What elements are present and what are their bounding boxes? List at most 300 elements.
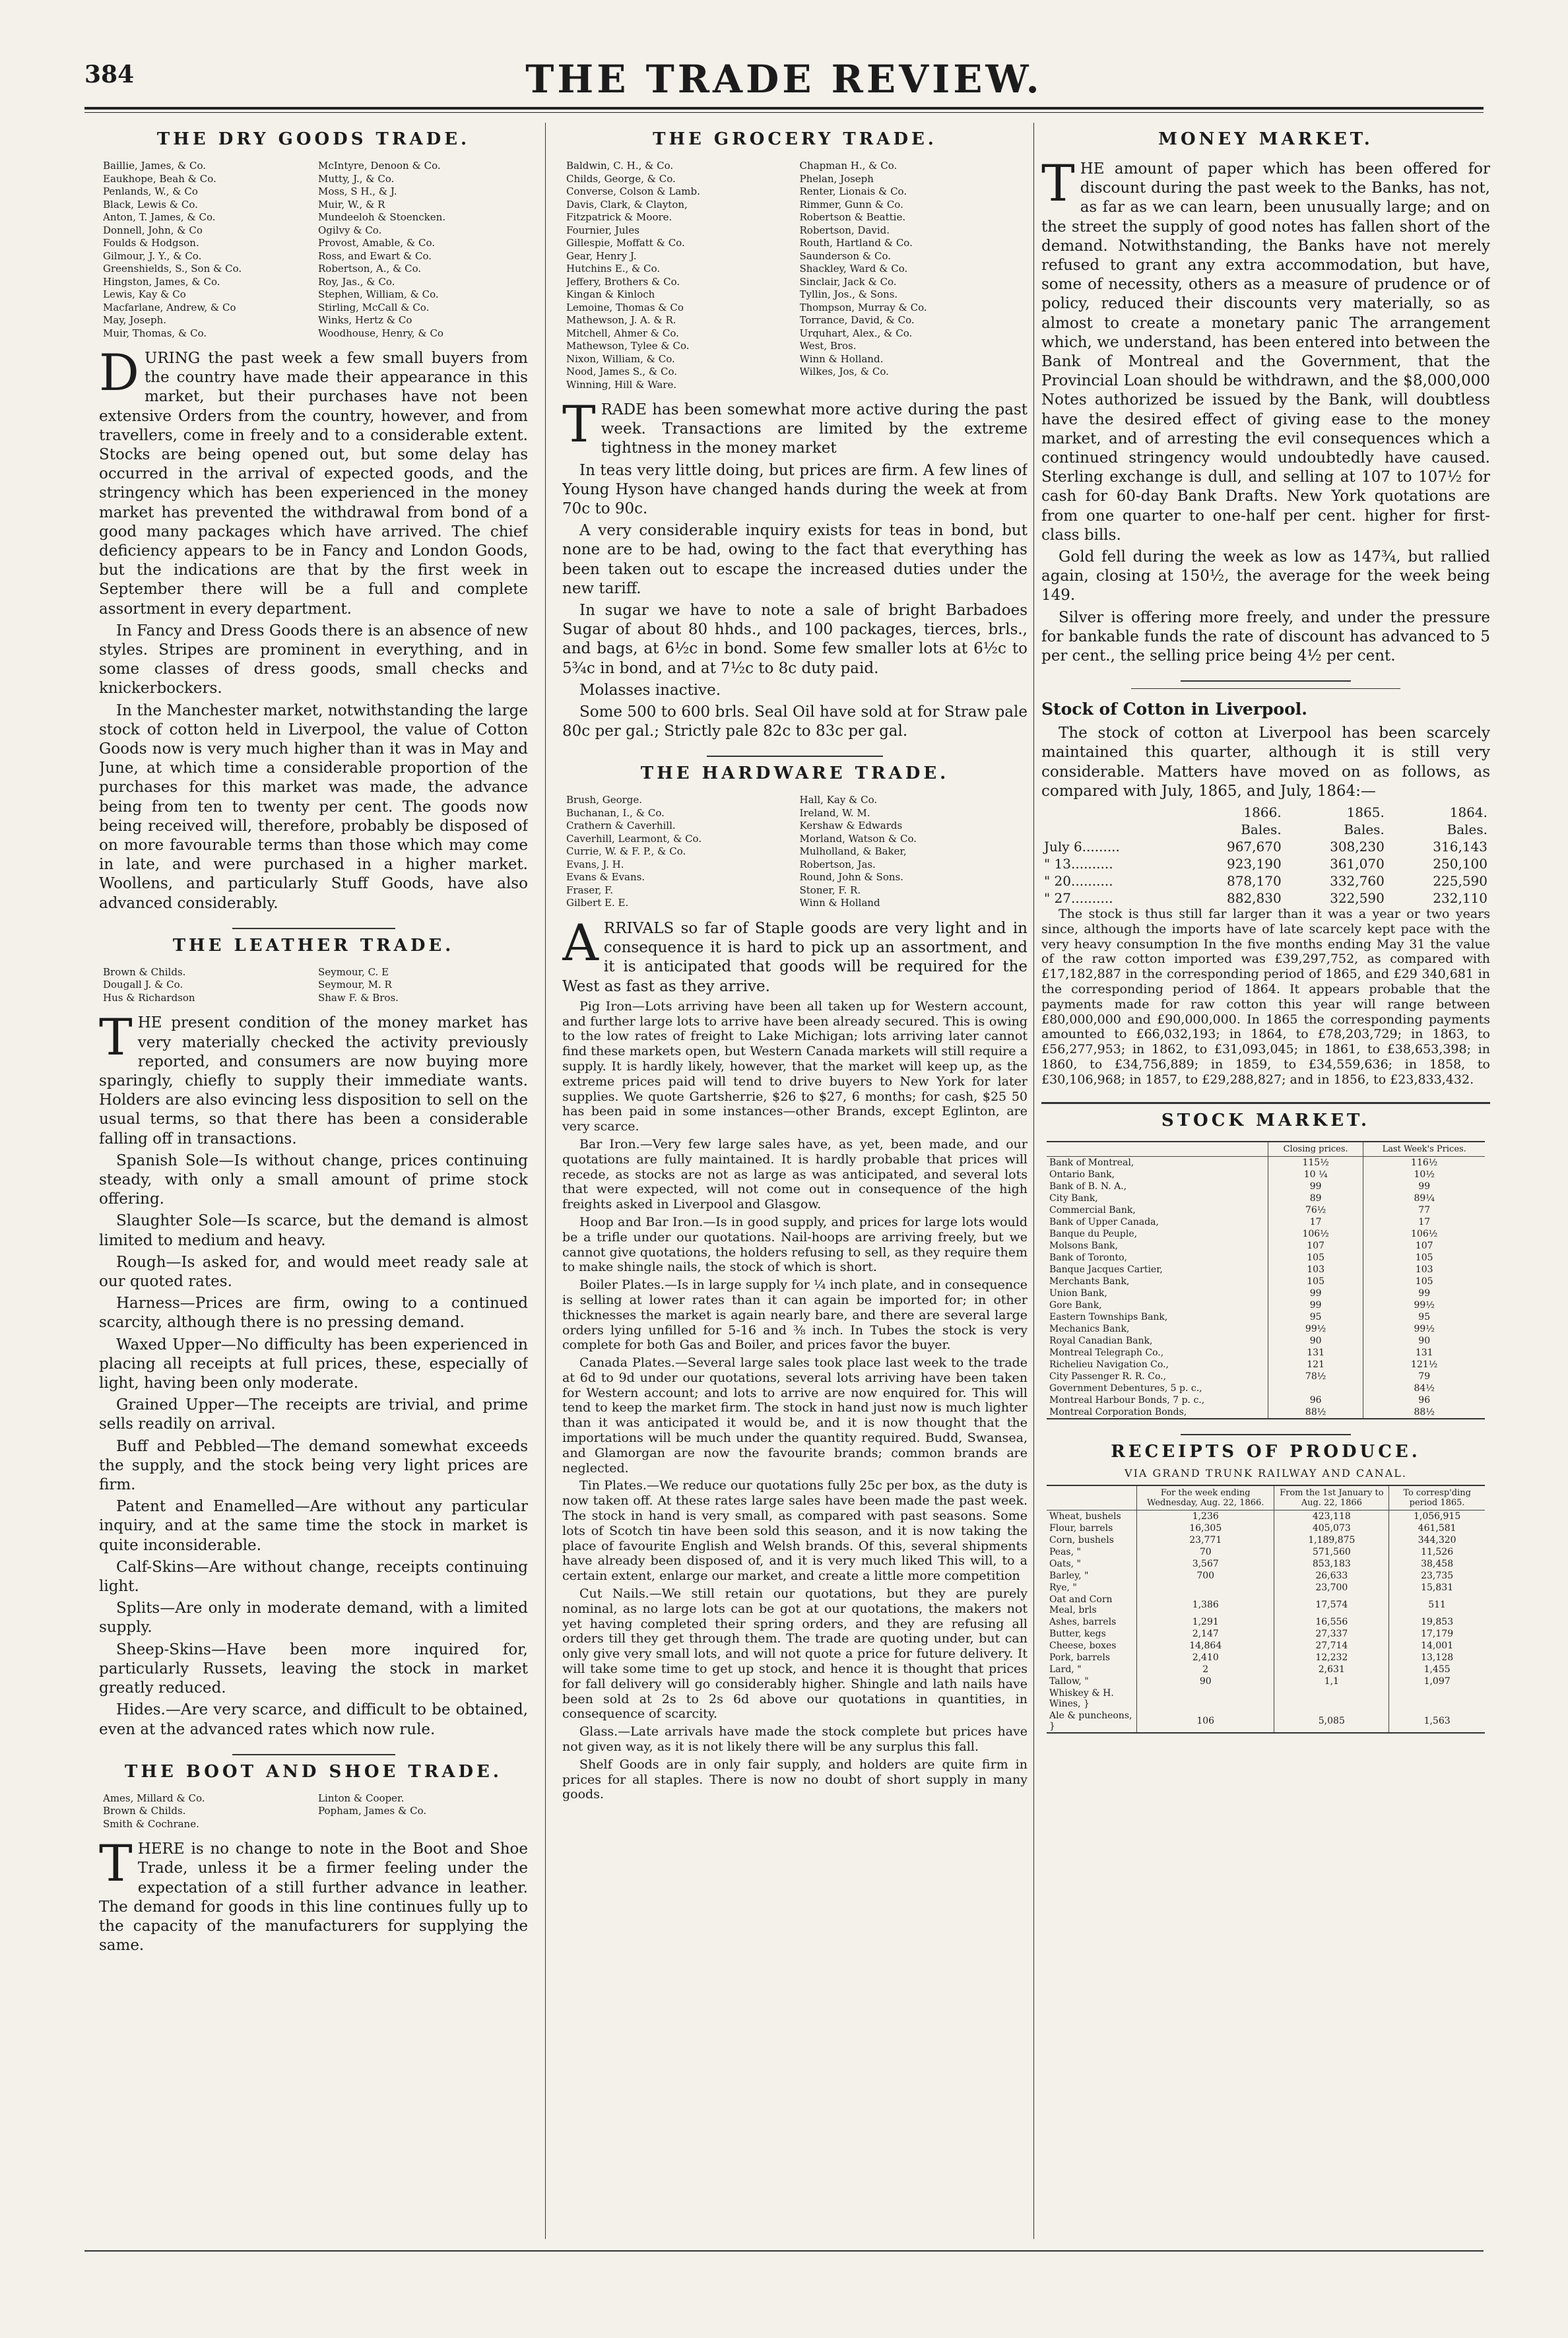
table-cell: Richelieu Navigation Co., <box>1047 1359 1268 1371</box>
paragraph: A very considerable inquiry exists for teas in bond, but none are to be had, owing to the fact that everything has been taken out to escape the increased duties under the new tariff. <box>562 522 1028 597</box>
table-cell: 23,700 <box>1274 1582 1389 1594</box>
table-cell: 76½ <box>1268 1204 1363 1216</box>
table-cell: 70 <box>1137 1546 1274 1558</box>
firm-name: Mathewson, J. A. & R. <box>566 314 676 326</box>
table-cell <box>1137 1582 1274 1594</box>
firm-name: Muir, W., & R <box>318 198 385 211</box>
table-cell: 1865. <box>1346 804 1385 821</box>
table-cell: 19,853 <box>1421 1616 1454 1627</box>
paragraph: Tin Plates.—We reduce our quotations fully 25c per box, as the duty is now taken off. At these rates large sales have been made the past week. The stock in hand is very small, as compared with past seasons. Some lots of Scotch tin have been sold this season, and it is now taking the place of favourite English and Welsh brands. Of this, several shipments have already been disposed of, and it is very much liked This will, to a certain extent, enlarge our market, and create a little more competition <box>562 1478 1028 1584</box>
table-cell: 90 <box>1268 1335 1363 1347</box>
firm-name: Mitchell, Ahmer & Co. <box>566 327 679 339</box>
firm-name: Evans, J. H. <box>566 858 624 870</box>
firm-name: Routh, Hartland & Co. <box>799 237 913 249</box>
table-cell: Corn, bushels <box>1047 1534 1137 1546</box>
table-cell: Gore Bank, <box>1047 1299 1268 1311</box>
table-row <box>1047 1359 1485 1371</box>
hardware-entries <box>562 999 1028 1802</box>
firm-name: Woodhouse, Henry, & Co <box>318 327 443 339</box>
table-cell <box>1389 1687 1485 1710</box>
grocery-entries <box>562 461 1028 742</box>
column-header: Closing prices. <box>1268 1142 1363 1157</box>
table-cell: 882,830 <box>1226 890 1282 907</box>
firm-name: Winning, Hill & Ware. <box>566 378 677 391</box>
firm-name: Baldwin, C. H., & Co. <box>566 160 674 172</box>
table-cell: 88½ <box>1414 1406 1435 1417</box>
table-row <box>1041 872 1490 890</box>
firm-name: Moss, S H., & J. <box>318 185 397 197</box>
paragraph: Sheep-Skins—Have been more inquired for, particularly Russets, leaving the stock in market greatly reduced. <box>99 1640 528 1697</box>
table-cell: 13,128 <box>1421 1652 1454 1663</box>
money-para: Silver is offering more freely, and under the pressure for bankable funds the rate of discount has advanced to 5 per cent., the selling price being 4½ per cent. <box>1041 608 1490 665</box>
firm-name: Tyllin, Jos., & Sons. <box>799 288 898 300</box>
paragraph: Spanish Sole—Is without change, prices continuing steady, with only a small amount of prime stock offering. <box>99 1152 528 1208</box>
table-cell: 106½ <box>1268 1228 1363 1240</box>
firm-name: Shaw F. & Bros. <box>318 991 399 1004</box>
table-row <box>1047 1534 1485 1546</box>
table-cell: 16,556 <box>1274 1616 1389 1628</box>
boot-heading: THE BOOT AND SHOE TRADE. <box>125 1761 502 1782</box>
table-cell <box>1041 804 1181 821</box>
table-cell: 96 <box>1268 1394 1363 1406</box>
table-cell: 17 <box>1268 1216 1363 1228</box>
hardware-heading: THE HARDWARE TRADE. <box>640 763 950 784</box>
firm-name: Rimmer, Gunn & Co. <box>799 198 903 211</box>
table-cell: 77 <box>1418 1204 1431 1216</box>
table-cell: 103 <box>1415 1264 1433 1275</box>
firm-name: Donnell, John, & Co <box>103 224 203 236</box>
firm-name: Seymour, M. R <box>318 979 392 991</box>
table-cell: 12,232 <box>1274 1652 1389 1664</box>
dry-goods-heading: THE DRY GOODS TRADE. <box>156 129 471 149</box>
table-cell: 1,056,915 <box>1413 1510 1461 1522</box>
firm-name: Robertson & Beattie. <box>799 211 906 223</box>
table-row <box>1047 1264 1485 1276</box>
table-cell: Pork, barrels <box>1047 1652 1137 1664</box>
table-cell: Commercial Bank, <box>1047 1204 1268 1216</box>
hardware-para: ARRIVALS so far of Staple goods are very light and in consequence it is hard to pick up an assortment, and it is anticipated that goods will be required for the West as fast as they arrive. <box>562 913 1028 995</box>
table-cell: 2 <box>1137 1664 1274 1675</box>
money-para: THE amount of paper which has been offered for discount during the past week to the Banks, has not, as far as we can learn, been unusually large; and on the street the supply of good notes has fallen short of the demand. Notwithstanding, the Banks have not merely refused to grant any extra accommodation, but have, some of necessity, others as a measure of prudence or of policy, reduced their discounts very materially, so as almost to create a monetary panic The arrangement which, we understand, has been entered into between the Bank of Montreal and the Government, that the Provincial Loan should be withdrawn, and the $8,000,000 Notes authorized be issued by the Bank, will doubtless have the desired effect of giving ease to the money market, and of arresting the evil consequences which a continued stringency would undoubtedly have caused. Sterling exchange is dull, and selling at 107 to 107½ for cash for 60-day Bank Drafts. New York quotations are from one quarter to one-half per cent. higher for first-class bills. <box>1041 154 1490 544</box>
table-cell: Ontario Bank, <box>1047 1169 1268 1181</box>
firm-name: Macfarlane, Andrew, & Co <box>103 301 236 313</box>
section-separator <box>1131 688 1400 689</box>
table-row <box>1047 1594 1485 1616</box>
table-cell: 131 <box>1415 1347 1433 1358</box>
table-row <box>1047 1169 1485 1181</box>
table-row <box>1047 1558 1485 1570</box>
firm-name: Nood, James S., & Co. <box>566 366 678 377</box>
table-row <box>1047 1156 1485 1169</box>
boot-para: THERE is no change to note in the Boot and Shoe Trade, unless it be a firmer feeling under the expectation of a still further advance in leather. The demand for goods in this line continues fully up to the capacity of the manufacturers for supplying the same. <box>99 1834 528 1955</box>
money-para: Gold fell during the week as low as 147¾, but rallied again, closing at 150½, the average for the week being 149. <box>1041 548 1490 604</box>
receipts-heading: RECEIPTS OF PRODUCE. <box>1111 1441 1421 1462</box>
table-cell: 107 <box>1268 1240 1363 1252</box>
stock-table <box>1047 1142 1485 1418</box>
firm-name: Anton, T. James, & Co. <box>103 211 216 223</box>
dry-goods-names <box>103 160 524 340</box>
firm-name: Davis, Clark, & Clayton, <box>566 198 688 211</box>
table-cell: Wheat, bushels <box>1047 1510 1137 1522</box>
column-1 <box>99 123 528 2239</box>
paragraph: Rough—Is asked for, and would meet ready sale at our quoted rates. <box>99 1253 528 1291</box>
firm-name: Kershaw & Edwards <box>799 820 903 832</box>
table-cell: 26,633 <box>1274 1570 1389 1582</box>
paragraph: Grained Upper—The receipts are trivial, and prime sells readily on arrival. <box>99 1396 528 1433</box>
masthead-title: THE TRADE REVIEW. <box>525 57 1043 102</box>
receipts-body <box>1047 1510 1485 1732</box>
table-cell: 106½ <box>1411 1228 1438 1239</box>
firm-name: Brown & Childs. <box>103 1805 186 1817</box>
cotton-table <box>1041 804 1490 907</box>
table-row <box>1047 1311 1485 1323</box>
dry-goods-para: DURING the past week a few small buyers from the country have made their appearance in this market, but their purchases have not been extensive Orders from the country, however, and from travellers, come in freely and to a considerable extent. Stocks are being opened out, but some delay has occurred in the arrival of expected goods, and the stringency which has been experienced in the money market has prevented the withdrawal from bond of a good many packages which have arrived. The chief deficiency appears to be in Fancy and London Goods, but the indications are that by the first week in September there will be a full and complete assortment in every department. <box>99 343 528 618</box>
leather-names <box>103 966 524 1005</box>
table-cell: 405,073 <box>1274 1522 1389 1534</box>
firm-name: Shackley, Ward & Co. <box>799 263 908 275</box>
firm-name: Ogilvy & Co. <box>318 224 382 236</box>
table-cell: 1,236 <box>1137 1510 1274 1522</box>
table-cell: 79 <box>1418 1371 1431 1382</box>
table-cell: Flour, barrels <box>1047 1522 1137 1534</box>
firm-name <box>318 1818 524 1831</box>
section-separator <box>1041 1102 1490 1104</box>
table-row <box>1047 1570 1485 1582</box>
dry-goods-para: In the Manchester market, notwithstanding the large stock of cotton held in Liverpool, the value of Cotton Goods now is very much higher than it was in May and June, at which time a considerable proportion of the purchases for this market was made, the advance being from ten to twenty per cent. The goods now being received will, therefore, probably be disposed of on more favourable terms than those which may come in late, and were purchased in a higher market. Woollens, and particularly Stuff Goods, have also advanced considerably. <box>99 701 528 912</box>
table-cell: 99½ <box>1414 1323 1435 1334</box>
paragraph: Hides.—Are very scarce, and difficult to be obtained, even at the advanced rates which now rule. <box>99 1701 528 1738</box>
firm-name: Mundeeloh & Stoencken. <box>318 211 446 223</box>
table-cell: " 20.......... <box>1044 873 1113 890</box>
firm-name: Baillie, James, & Co. <box>103 160 206 172</box>
table-cell: Union Bank, <box>1047 1287 1268 1299</box>
table-cell: 1,097 <box>1423 1675 1451 1687</box>
table-row <box>1047 1640 1485 1652</box>
table-cell: Montreal Telegraph Co., <box>1047 1347 1268 1359</box>
firm-name: Fraser, F. <box>566 884 613 896</box>
table-cell: 423,118 <box>1274 1510 1389 1522</box>
firm-name: Sinclair, Jack & Co. <box>799 275 897 288</box>
firm-name: Hus & Richardson <box>103 991 195 1004</box>
receipts-table <box>1047 1486 1485 1732</box>
section-separator <box>707 756 884 757</box>
table-row <box>1047 1204 1485 1216</box>
table-cell: 99 <box>1418 1287 1431 1299</box>
paragraph: In teas very little doing, but prices are firm. A few lines of Young Hyson have changed hands during the week at from 70c to 90c. <box>562 461 1028 518</box>
table-cell: 853,183 <box>1274 1558 1389 1570</box>
table-row <box>1047 1287 1485 1299</box>
table-row <box>1047 1228 1485 1240</box>
firm-name: Gillespie, Moffatt & Co. <box>566 237 685 249</box>
table-cell: 121½ <box>1411 1359 1438 1370</box>
firm-name: Evans & Evans. <box>566 871 645 884</box>
table-cell: 1,1 <box>1274 1675 1389 1687</box>
table-cell: 878,170 <box>1226 873 1282 890</box>
table-cell: 10½ <box>1414 1169 1435 1180</box>
table-cell: Whiskey & H. Wines, } <box>1047 1687 1137 1710</box>
firm-name: Crathern & Caverhill. <box>566 820 676 832</box>
dropcap: T <box>99 1834 133 1893</box>
table-row <box>1047 1710 1485 1732</box>
table-cell: 316,143 <box>1433 839 1487 855</box>
firm-name: Robertson, David. <box>799 224 890 236</box>
table-cell: Bales. <box>1344 822 1385 838</box>
table-row <box>1047 1382 1485 1394</box>
firm-name: Nixon, William, & Co. <box>566 352 675 365</box>
table-cell: 322,590 <box>1330 890 1385 907</box>
firm-name: Hingston, James, & Co. <box>103 275 220 288</box>
table-cell: Bank of Montreal, <box>1047 1156 1268 1169</box>
cotton-units-row <box>1041 821 1490 838</box>
table-row <box>1047 1616 1485 1628</box>
table-row <box>1047 1252 1485 1264</box>
table-cell: 27,714 <box>1274 1640 1389 1652</box>
firm-name: Winn & Holland. <box>799 352 884 365</box>
column-header: From the 1st January to Aug. 22, 1866 <box>1274 1486 1389 1510</box>
table-cell: 38,458 <box>1421 1558 1454 1569</box>
table-cell: Oat and Corn Meal, brls <box>1047 1594 1137 1616</box>
table-cell: Tallow, " <box>1047 1675 1137 1687</box>
table-cell: 78½ <box>1268 1371 1363 1382</box>
paragraph: Glass.—Late arrivals have made the stock complete but prices have not given way, as it is not likely there will be any surplus this fall. <box>562 1724 1028 1755</box>
table-cell: 105 <box>1268 1276 1363 1287</box>
table-row <box>1047 1181 1485 1192</box>
table-cell: 511 <box>1428 1599 1446 1610</box>
stock-header-row <box>1047 1142 1485 1157</box>
firm-name: Converse, Colson & Lamb. <box>566 185 700 197</box>
dropcap: T <box>99 1008 133 1067</box>
firm-name: Gilmour, J. Y., & Co. <box>103 249 202 262</box>
table-row <box>1047 1546 1485 1558</box>
table-row <box>1041 890 1490 907</box>
stock-frame <box>1047 1141 1485 1419</box>
table-cell: Royal Canadian Bank, <box>1047 1335 1268 1347</box>
table-cell: Rye, " <box>1047 1582 1137 1594</box>
table-cell: Bales. <box>1447 822 1487 838</box>
firm-name: Linton & Cooper. <box>318 1792 405 1804</box>
firm-name: Winn & Holland <box>799 897 880 909</box>
table-cell: 250,100 <box>1433 856 1487 872</box>
table-row <box>1047 1347 1485 1359</box>
column-header: For the week ending Wednesday, Aug. 22, 1866. <box>1137 1486 1274 1510</box>
column-header <box>1047 1142 1268 1157</box>
table-cell: 96 <box>1418 1394 1431 1406</box>
dropcap: T <box>562 395 596 453</box>
table-row <box>1047 1522 1485 1534</box>
paragraph: Cut Nails.—We still retain our quotations, but they are purely nominal, as no large lots can be got at our quotations, the makers not yet having completed their spring orders, and they are refusing all orders till they get through them. The trade are quoting under, but can only give very small lots, and will not quote a price for future delivery. It will take some time to get up stock, and hence it is thought that prices for fall delivery will go considerably higher. Shingle and lath nails have been sold at 2s to 2s 6d above our quotations in quantities, in consequence of scarcity. <box>562 1586 1028 1722</box>
section-separator <box>232 1754 395 1755</box>
table-cell: Butter, kegs <box>1047 1628 1137 1640</box>
column-header <box>1047 1486 1137 1510</box>
table-cell: 17,574 <box>1274 1594 1389 1616</box>
table-cell: 89 <box>1268 1192 1363 1204</box>
paragraph: Splits—Are only in moderate demand, with a limited supply. <box>99 1600 528 1637</box>
table-cell: 1,291 <box>1137 1616 1274 1628</box>
table-row <box>1047 1216 1485 1228</box>
firm-name: Foulds & Hodgson. <box>103 237 199 249</box>
table-cell: 5,085 <box>1274 1710 1389 1732</box>
table-cell: 332,760 <box>1330 873 1385 890</box>
table-cell: 1,455 <box>1423 1664 1451 1675</box>
table-cell: 361,070 <box>1330 856 1385 872</box>
table-cell: Banque Jacques Cartier, <box>1047 1264 1268 1276</box>
firm-name: Hutchins E., & Co. <box>566 263 661 275</box>
table-cell <box>1137 1687 1274 1710</box>
firm-name: Caverhill, Learmont, & Co. <box>566 832 702 845</box>
stock-body <box>1047 1156 1485 1418</box>
firm-name: Dougall J. & Co. <box>103 979 183 991</box>
firm-name: Smith & Cochrane. <box>103 1817 199 1830</box>
firm-name <box>800 379 1024 392</box>
table-cell: 308,230 <box>1330 839 1385 855</box>
paragraph: Some 500 to 600 brls. Seal Oil have sold at for Straw pale 80c per gal.; Strictly pale 82c to 83c per gal. <box>562 703 1028 740</box>
table-cell: 1866. <box>1243 804 1282 821</box>
receipts-frame <box>1047 1485 1485 1734</box>
paragraph: Waxed Upper—No difficulty has been experienced in placing all receipts at full prices, these, especially of light, having been only moderate. <box>99 1336 528 1392</box>
column-divider-2 <box>1033 123 1034 2239</box>
table-row <box>1047 1323 1485 1335</box>
table-row <box>1047 1394 1485 1406</box>
table-row <box>1047 1240 1485 1252</box>
table-cell: 95 <box>1418 1311 1431 1322</box>
firm-name: Jeffery, Brothers & Co. <box>566 275 680 288</box>
firm-name: Currie, W. & F. P., & Co. <box>566 845 686 858</box>
firm-name: Stephen, William, & Co. <box>318 288 439 300</box>
grocery-names <box>566 160 1024 391</box>
firm-name: Gear, Henry J. <box>566 249 637 262</box>
firm-name: Gilbert E. E. <box>566 897 629 909</box>
table-cell: 90 <box>1418 1335 1431 1346</box>
receipts-subheading: VIA GRAND TRUNK RAILWAY AND CANAL. <box>1125 1466 1407 1479</box>
firm-name: Winks, Hertz & Co <box>318 314 412 326</box>
table-cell: Oats, " <box>1047 1558 1137 1570</box>
dropcap: A <box>562 913 599 972</box>
firm-name: Robertson, Jas. <box>799 858 876 870</box>
firm-name: Muir, Thomas, & Co. <box>103 327 207 339</box>
table-cell: Bales. <box>1241 822 1282 838</box>
paragraph: Shelf Goods are in only fair supply, and holders are quite firm in prices for all staples. There is now no doubt of short supply in many goods. <box>562 1757 1028 1802</box>
firm-name: Ross, and Ewart & Co. <box>318 249 432 262</box>
table-cell: Eastern Townships Bank, <box>1047 1311 1268 1323</box>
firm-name: Wilkes, Jos, & Co. <box>799 366 889 377</box>
firm-name: Urquhart, Alex., & Co. <box>799 327 913 339</box>
paragraph: Bar Iron.—Very few large sales have, as yet, been made, and our quotations are fully maintained. It is hardly probable that prices will recede, as stocks are not as large as was anticipated, and several lots that were expected, will not come out in consequence of the high freights asked in Liverpool and Glasgow. <box>562 1136 1028 1212</box>
table-cell: Bank of B. N. A., <box>1047 1181 1268 1192</box>
table-cell: 14,864 <box>1137 1640 1274 1652</box>
table-cell: Bank of Upper Canada, <box>1047 1216 1268 1228</box>
grocery-para: TRADE has been somewhat more active during the past week. Transactions are limited by the extreme tightness in the money market <box>562 395 1028 457</box>
table-cell: 3,567 <box>1137 1558 1274 1570</box>
cotton-header-row <box>1041 804 1490 821</box>
table-cell: 105 <box>1415 1252 1433 1263</box>
header-rule-thick <box>84 107 1484 110</box>
firm-name: Lemoine, Thomas & Co <box>566 301 684 313</box>
table-cell: Molsons Bank, <box>1047 1240 1268 1252</box>
table-cell: Mechanics Bank, <box>1047 1323 1268 1335</box>
paragraph: Harness—Prices are firm, owing to a continued scarcity, although there is no pressing demand. <box>99 1295 528 1332</box>
table-cell: 89¼ <box>1414 1192 1435 1204</box>
leather-heading: THE LEATHER TRADE. <box>172 935 455 956</box>
table-cell: 1,189,875 <box>1274 1534 1389 1546</box>
cotton-para-2: The stock is thus still far larger than it was a year or two years since, although the imports have of late scarcely kept pace with the very heavy consumption In the five months ending May 31 the value of the raw cotton imported was £39,297,752, as compared with £17,182,887 in the corresponding period of 1865, and £29 340,681 in the corresponding period of 1864. It appears probable that the payments made for raw cotton this year will range between £80,000,000 and £90,000,000. In 1865 the corresponding payments amounted to £66,032,193; in 1864, to £78,203,729; in 1863, to £56,277,953; in 1862, to £31,093,045; in 1861, to £38,653,398; in 1860, to £34,756,889; in 1859, to £34,559,636; in 1858, to £30,106,968; in 1857, to £29,288,827; and in 1856, to £23,833,432. <box>1041 907 1490 1087</box>
table-cell: Government Debentures, 5 p. c., <box>1047 1382 1268 1394</box>
firm-name: Penlands, W., & Co <box>103 185 198 197</box>
firm-name: Lewis, Kay & Co <box>103 288 186 300</box>
dropcap: D <box>99 343 139 402</box>
table-cell: 105 <box>1415 1276 1433 1287</box>
table-cell: Montreal Harbour Bonds, 7 p. c., <box>1047 1394 1268 1406</box>
table-cell: 344,320 <box>1418 1534 1456 1545</box>
table-cell: 27,337 <box>1274 1628 1389 1640</box>
table-row <box>1047 1192 1485 1204</box>
table-cell: 99½ <box>1268 1323 1363 1335</box>
boot-names <box>103 1792 524 1831</box>
firm-name: Fitzpatrick & Moore. <box>566 211 672 223</box>
table-cell: Barley, " <box>1047 1570 1137 1582</box>
table-cell: 967,670 <box>1226 839 1282 855</box>
header-rule-thin <box>84 112 1484 113</box>
firm-name: Phelan, Joseph <box>799 172 874 185</box>
table-cell: 2,147 <box>1137 1628 1274 1640</box>
section-separator <box>1181 680 1351 682</box>
table-row <box>1041 855 1490 872</box>
firm-name: Stoner, F. R. <box>799 884 861 896</box>
firm-name: Torrance, David, & Co. <box>799 314 915 326</box>
table-cell: City Passenger R. R. Co., <box>1047 1371 1268 1382</box>
table-cell: Lard, " <box>1047 1664 1137 1675</box>
firm-name: West, Bros. <box>799 340 857 352</box>
table-cell: 103 <box>1268 1264 1363 1276</box>
table-row <box>1047 1628 1485 1640</box>
table-cell: 99 <box>1418 1181 1431 1192</box>
table-cell: 99 <box>1268 1287 1363 1299</box>
firm-name: Ireland, W. M. <box>799 806 870 819</box>
firm-name: Morland, Watson & Co. <box>799 832 917 845</box>
firm-name: Brown & Childs. <box>103 965 186 978</box>
firm-name: Brush, George. <box>566 794 643 806</box>
firm-name: Popham, James & Co. <box>318 1805 427 1817</box>
firm-name: Renter, Lionais & Co. <box>799 185 907 197</box>
column-2 <box>562 123 1028 2239</box>
table-cell <box>1268 1382 1363 1394</box>
table-cell: 17 <box>1418 1216 1431 1227</box>
table-cell: July 6......... <box>1044 839 1120 855</box>
table-cell: 121 <box>1268 1359 1363 1371</box>
table-cell: Bank of Toronto, <box>1047 1252 1268 1264</box>
footer-rule <box>84 2250 1484 2252</box>
firm-name: Saunderson & Co. <box>799 249 891 262</box>
firm-name: Mathewson, Tylee & Co. <box>566 340 690 352</box>
column-header: Last Week's Prices. <box>1363 1142 1485 1157</box>
table-cell: Peas, " <box>1047 1546 1137 1558</box>
paragraph: Slaughter Sole—Is scarce, but the demand is almost limited to medium and heavy. <box>99 1212 528 1249</box>
firm-name: Hall, Kay & Co. <box>799 794 878 806</box>
table-cell: 88½ <box>1268 1406 1363 1418</box>
hardware-names <box>566 794 1024 910</box>
table-cell: 99½ <box>1414 1299 1435 1311</box>
firm-name: Round, John & Sons. <box>799 871 903 884</box>
table-cell: 106 <box>1137 1710 1274 1732</box>
section-separator <box>232 928 395 929</box>
table-cell: 14,001 <box>1421 1640 1454 1651</box>
firm-name: Greenshields, S., Son & Co. <box>103 263 242 275</box>
cotton-heading: Stock of Cotton in Liverpool. <box>1041 699 1307 719</box>
table-cell: 90 <box>1137 1675 1274 1687</box>
firm-name: Ames, Millard & Co. <box>103 1792 205 1804</box>
receipts-header-row <box>1047 1486 1485 1510</box>
firm-name: Chapman H., & Co. <box>799 160 898 172</box>
cotton-body <box>1041 838 1490 907</box>
